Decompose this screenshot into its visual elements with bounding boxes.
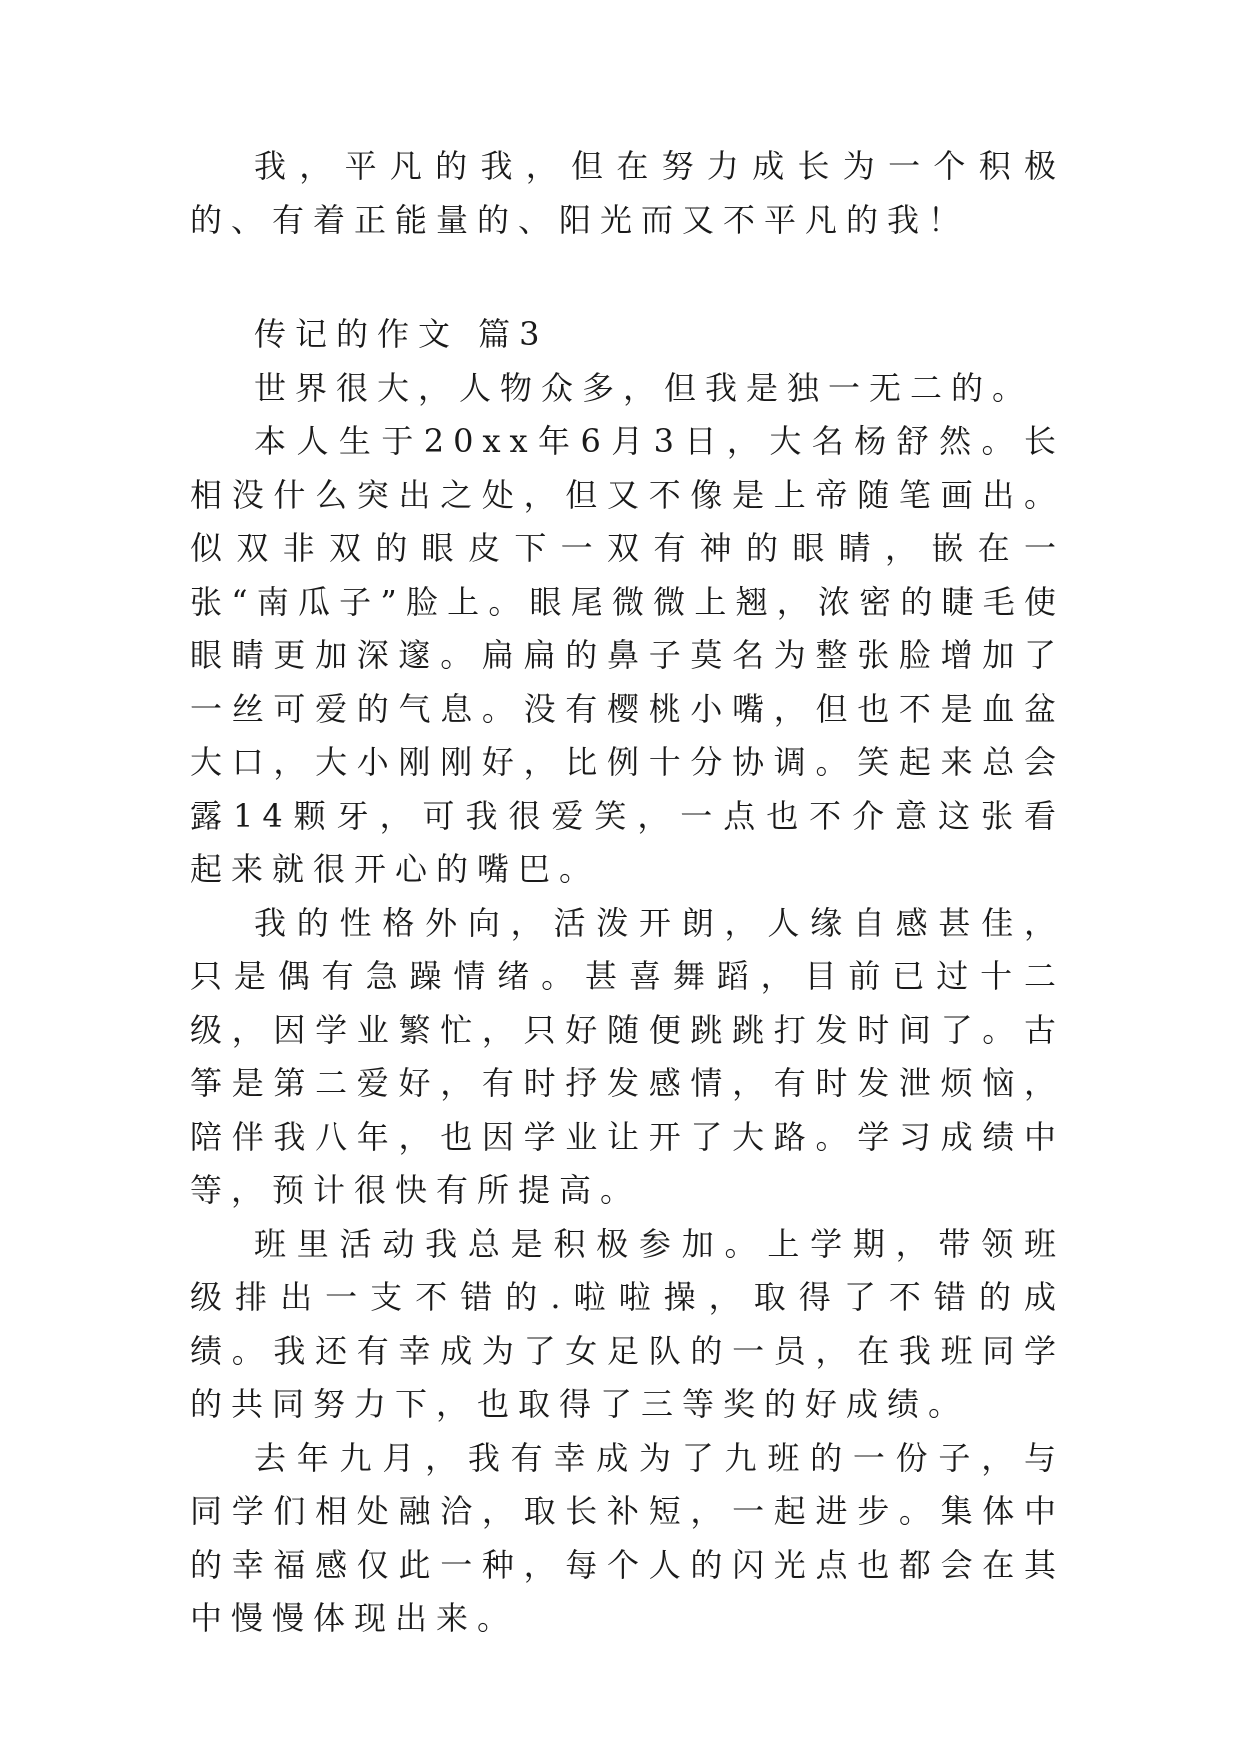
- section-title: 传记的作文 篇3: [254, 315, 549, 353]
- intro-paragraph: 我，平凡的我，但在努力成长为一个积极的、有着正能量的、阳光而又不平凡的我！: [190, 147, 1065, 239]
- body-paragraph: 班里活动我总是积极参加。上学期，带领班级排出一支不错的.啦啦操，取得了不错的成绩。我还有幸成为了女足队的一员，在我班同学的共同努力下，也取得了三等奖的好成绩。: [190, 1224, 1065, 1423]
- body-paragraph: 去年九月，我有幸成为了九班的一份子，与同学们相处融洽，取长补短，一起进步。集体中的幸福感仅此一种，每个人的闪光点也都会在其中慢慢体现出来。: [190, 1438, 1065, 1637]
- body-paragraph: 我的性格外向，活泼开朗，人缘自感甚佳，只是偶有急躁情绪。甚喜舞蹈，目前已过十二级，因学业繁忙，只好随便跳跳打发时间了。古筝是第二爱好，有时抒发感情，有时发泄烦恼，陪伴我八年，也因学业让开了大路。学习成绩中等，预计很快有所提高。: [190, 903, 1065, 1209]
- document-page: [190, 140, 1065, 1646]
- body-paragraph: 本人生于20xx年6月3日，大名杨舒然。长相没什么突出之处，但又不像是上帝随笔画出。似双非双的眼皮下一双有神的眼睛，嵌在一张“南瓜子”脸上。眼尾微微上翘，浓密的睫毛使眼睛更加深邃。扁扁的鼻子莫名为整张脸增加了一丝可爱的气息。没有樱桃小嘴，但也不是血盆大口，大小刚刚好，比例十分协调。笑起来总会露14颗牙，可我很爱笑，一点也不介意这张看起来就很开心的嘴巴。: [190, 422, 1065, 888]
- body-paragraph: 世界很大，人物众多，但我是独一无二的。: [254, 368, 1034, 407]
